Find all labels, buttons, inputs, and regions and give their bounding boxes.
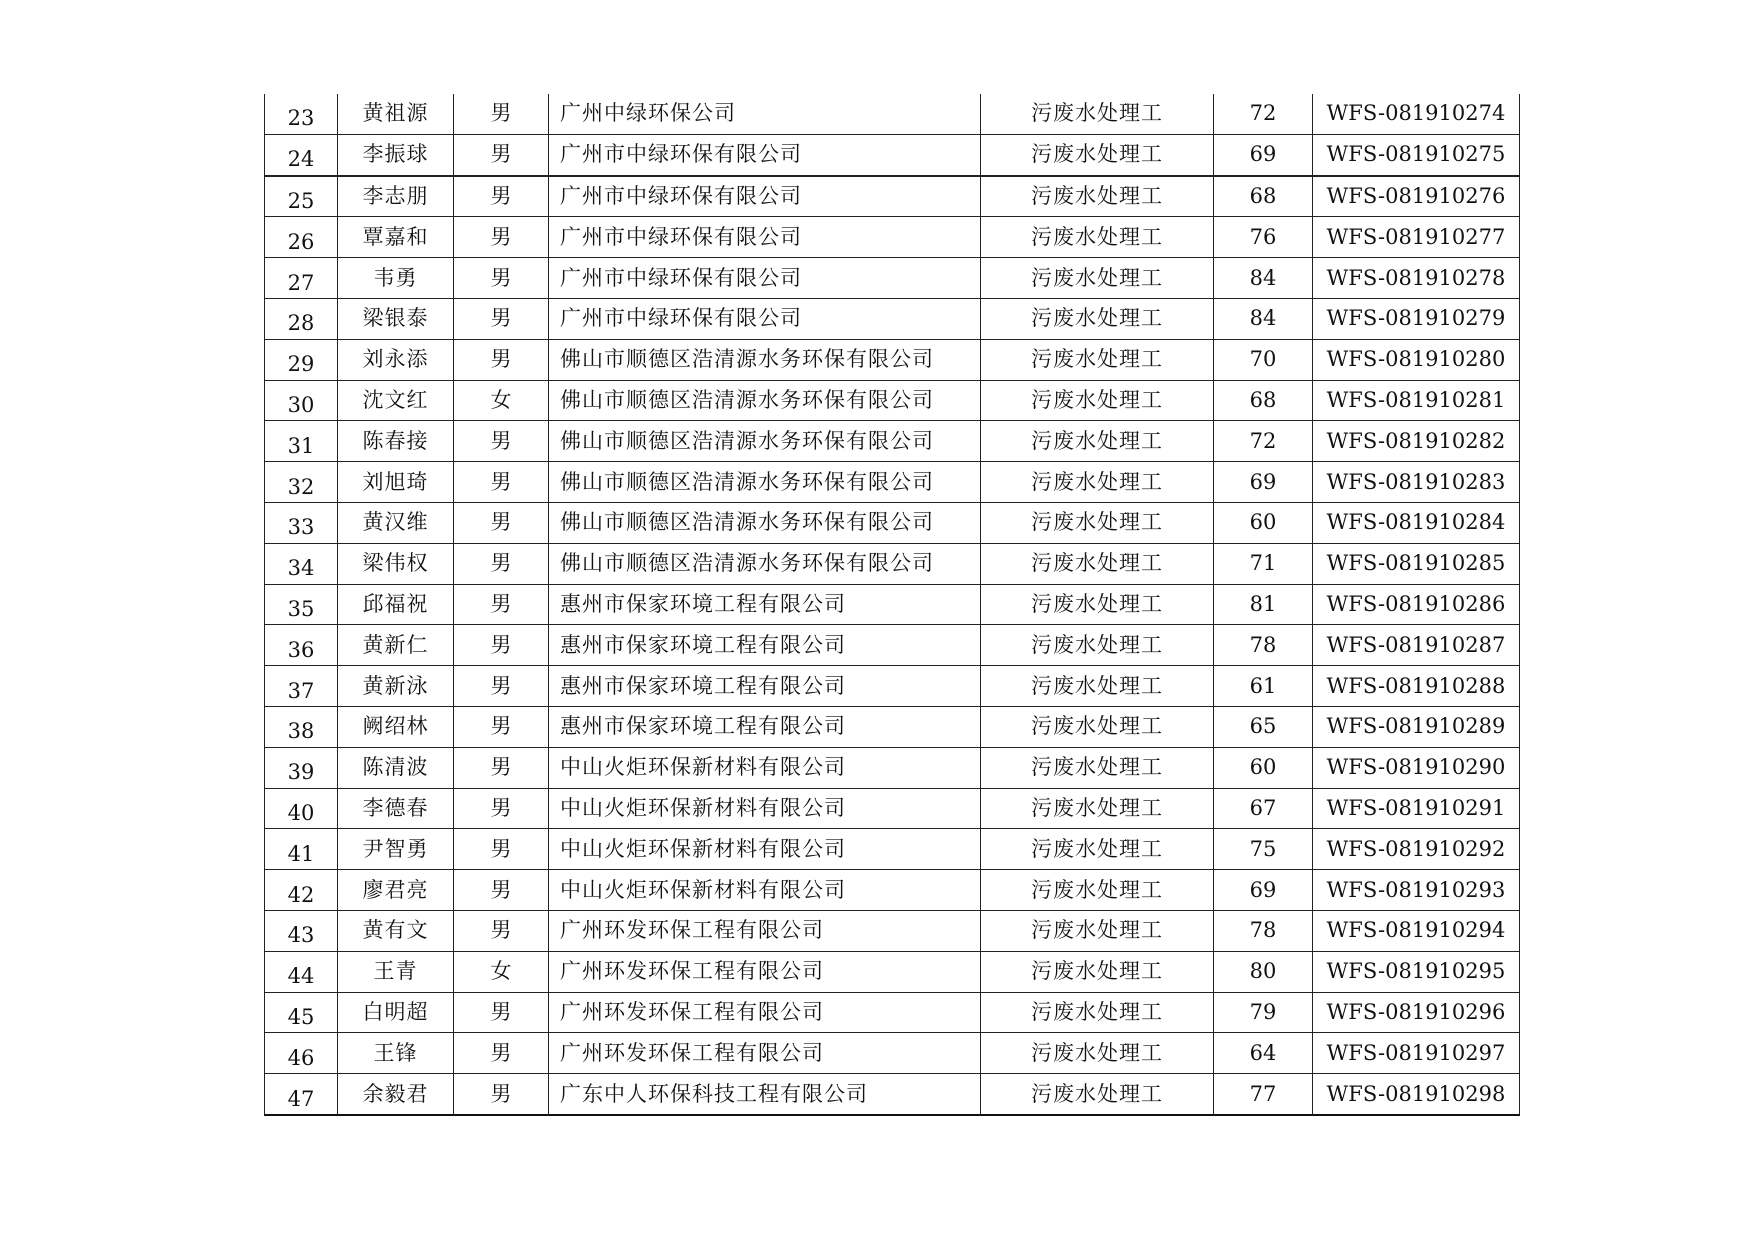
table-row xyxy=(265,788,1520,829)
cell-company: 广州中绿环保公司 xyxy=(549,94,981,134)
cell-certificate-number: WFS-081910284 xyxy=(1313,502,1520,543)
cell-occupation: 污废水处理工 xyxy=(981,747,1214,788)
cell-serial-number xyxy=(265,134,338,175)
serial-number-text: 47 xyxy=(287,1086,315,1111)
cell-serial-number xyxy=(265,1033,338,1074)
serial-number-text: 33 xyxy=(287,515,315,540)
cell-gender: 男 xyxy=(454,829,549,870)
cell-serial-number xyxy=(265,421,338,462)
cell-name: 黄祖源 xyxy=(338,94,454,134)
cell-name: 刘永添 xyxy=(338,339,454,380)
cell-company: 惠州市保家环境工程有限公司 xyxy=(549,706,981,747)
serial-number-text: 32 xyxy=(287,474,315,499)
cell-serial-number xyxy=(265,543,338,584)
cell-gender: 男 xyxy=(454,543,549,584)
cell-name: 廖君亮 xyxy=(338,870,454,911)
cell-serial-number xyxy=(265,788,338,829)
table-row xyxy=(265,870,1520,911)
cell-score: 69 xyxy=(1214,870,1313,911)
serial-number-text: 29 xyxy=(287,352,315,377)
cell-company: 佛山市顺德区浩清源水务环保有限公司 xyxy=(549,339,981,380)
serial-number-text: 35 xyxy=(287,596,315,621)
serial-number-text: 23 xyxy=(287,106,315,131)
cell-serial-number xyxy=(265,94,338,134)
table-row xyxy=(265,747,1520,788)
cell-name: 黄有文 xyxy=(338,910,454,951)
cell-gender: 男 xyxy=(454,421,549,462)
cell-name: 黄汉维 xyxy=(338,502,454,543)
cell-score: 76 xyxy=(1214,217,1313,258)
cell-gender: 男 xyxy=(454,747,549,788)
cell-occupation: 污废水处理工 xyxy=(981,1033,1214,1074)
cell-company: 惠州市保家环境工程有限公司 xyxy=(549,625,981,666)
table-row xyxy=(265,992,1520,1033)
cell-serial-number xyxy=(265,584,338,625)
cell-name: 李德春 xyxy=(338,788,454,829)
serial-number-text: 25 xyxy=(287,188,315,213)
cell-score: 80 xyxy=(1214,951,1313,992)
table-row xyxy=(265,1033,1520,1074)
serial-number-text: 31 xyxy=(287,433,315,458)
cell-name: 梁伟权 xyxy=(338,543,454,584)
cell-occupation: 污废水处理工 xyxy=(981,258,1214,299)
cell-gender: 男 xyxy=(454,258,549,299)
cell-certificate-number: WFS-081910290 xyxy=(1313,747,1520,788)
cell-serial-number xyxy=(265,298,338,339)
cell-score: 68 xyxy=(1214,176,1313,217)
table-row xyxy=(265,462,1520,503)
cell-gender: 男 xyxy=(454,870,549,911)
cell-company: 佛山市顺德区浩清源水务环保有限公司 xyxy=(549,421,981,462)
cell-occupation: 污废水处理工 xyxy=(981,94,1214,134)
cell-company: 佛山市顺德区浩清源水务环保有限公司 xyxy=(549,502,981,543)
cell-serial-number xyxy=(265,258,338,299)
cell-company: 广州环发环保工程有限公司 xyxy=(549,1033,981,1074)
cell-occupation: 污废水处理工 xyxy=(981,543,1214,584)
cell-serial-number xyxy=(265,747,338,788)
cell-certificate-number: WFS-081910280 xyxy=(1313,339,1520,380)
cell-occupation: 污废水处理工 xyxy=(981,625,1214,666)
cell-name: 沈文红 xyxy=(338,380,454,421)
cell-occupation: 污废水处理工 xyxy=(981,992,1214,1033)
cell-name: 余毅君 xyxy=(338,1074,454,1115)
cell-score: 77 xyxy=(1214,1074,1313,1115)
cell-certificate-number: WFS-081910283 xyxy=(1313,462,1520,503)
cell-score: 71 xyxy=(1214,543,1313,584)
cell-gender: 男 xyxy=(454,666,549,707)
cell-certificate-number: WFS-081910288 xyxy=(1313,666,1520,707)
cell-serial-number xyxy=(265,380,338,421)
serial-number-text: 28 xyxy=(287,311,315,336)
cell-name: 王锋 xyxy=(338,1033,454,1074)
serial-number-text: 46 xyxy=(287,1045,315,1070)
cell-certificate-number: WFS-081910292 xyxy=(1313,829,1520,870)
cell-certificate-number: WFS-081910281 xyxy=(1313,380,1520,421)
cell-gender: 男 xyxy=(454,625,549,666)
cell-gender: 男 xyxy=(454,706,549,747)
cell-occupation: 污废水处理工 xyxy=(981,706,1214,747)
cell-occupation: 污废水处理工 xyxy=(981,217,1214,258)
cell-serial-number xyxy=(265,176,338,217)
cell-score: 64 xyxy=(1214,1033,1313,1074)
cell-score: 79 xyxy=(1214,992,1313,1033)
cell-serial-number xyxy=(265,829,338,870)
cell-certificate-number: WFS-081910278 xyxy=(1313,258,1520,299)
cell-serial-number xyxy=(265,339,338,380)
cell-gender: 男 xyxy=(454,176,549,217)
cell-company: 广州市中绿环保有限公司 xyxy=(549,176,981,217)
table-row xyxy=(265,421,1520,462)
cell-gender: 男 xyxy=(454,134,549,175)
cell-score: 78 xyxy=(1214,910,1313,951)
roster-table-body xyxy=(265,94,1520,1115)
cell-certificate-number: WFS-081910297 xyxy=(1313,1033,1520,1074)
cell-certificate-number: WFS-081910286 xyxy=(1313,584,1520,625)
cell-certificate-number: WFS-081910293 xyxy=(1313,870,1520,911)
cell-occupation: 污废水处理工 xyxy=(981,666,1214,707)
cell-gender: 男 xyxy=(454,339,549,380)
serial-number-text: 27 xyxy=(287,270,315,295)
cell-name: 李志朋 xyxy=(338,176,454,217)
cell-occupation: 污废水处理工 xyxy=(981,421,1214,462)
cell-name: 尹智勇 xyxy=(338,829,454,870)
cell-certificate-number: WFS-081910289 xyxy=(1313,706,1520,747)
cell-score: 60 xyxy=(1214,747,1313,788)
cell-name: 梁银泰 xyxy=(338,298,454,339)
cell-serial-number xyxy=(265,217,338,258)
cell-company: 广州环发环保工程有限公司 xyxy=(549,910,981,951)
cell-occupation: 污废水处理工 xyxy=(981,462,1214,503)
cell-occupation: 污废水处理工 xyxy=(981,134,1214,175)
cell-name: 刘旭琦 xyxy=(338,462,454,503)
serial-number-text: 40 xyxy=(287,800,315,825)
cell-serial-number xyxy=(265,706,338,747)
cell-serial-number xyxy=(265,910,338,951)
cell-occupation: 污废水处理工 xyxy=(981,380,1214,421)
cell-company: 中山火炬环保新材料有限公司 xyxy=(549,870,981,911)
table-row xyxy=(265,298,1520,339)
cell-name: 黄新泳 xyxy=(338,666,454,707)
cell-gender: 男 xyxy=(454,217,549,258)
cell-company: 广州市中绿环保有限公司 xyxy=(549,298,981,339)
table-row xyxy=(265,339,1520,380)
serial-number-text: 43 xyxy=(287,923,315,948)
cell-serial-number xyxy=(265,1074,338,1115)
cell-score: 68 xyxy=(1214,380,1313,421)
table-row xyxy=(265,543,1520,584)
serial-number-text: 42 xyxy=(287,882,315,907)
serial-number-text: 41 xyxy=(287,841,315,866)
table-row xyxy=(265,217,1520,258)
cell-name: 王青 xyxy=(338,951,454,992)
cell-name: 邱福祝 xyxy=(338,584,454,625)
cell-occupation: 污废水处理工 xyxy=(981,339,1214,380)
cell-occupation: 污废水处理工 xyxy=(981,176,1214,217)
cell-certificate-number: WFS-081910282 xyxy=(1313,421,1520,462)
cell-certificate-number: WFS-081910274 xyxy=(1313,94,1520,134)
cell-name: 阙绍林 xyxy=(338,706,454,747)
table-row xyxy=(265,625,1520,666)
cell-gender: 男 xyxy=(454,1074,549,1115)
serial-number-text: 38 xyxy=(287,719,315,744)
cell-serial-number xyxy=(265,666,338,707)
cell-occupation: 污废水处理工 xyxy=(981,951,1214,992)
cell-serial-number xyxy=(265,992,338,1033)
serial-number-text: 24 xyxy=(287,147,315,172)
cell-score: 84 xyxy=(1214,298,1313,339)
cell-certificate-number: WFS-081910287 xyxy=(1313,625,1520,666)
cell-certificate-number: WFS-081910277 xyxy=(1313,217,1520,258)
cell-company: 广州市中绿环保有限公司 xyxy=(549,217,981,258)
serial-number-text: 34 xyxy=(287,556,315,581)
cell-name: 陈清波 xyxy=(338,747,454,788)
table-row xyxy=(265,910,1520,951)
table-row xyxy=(265,666,1520,707)
cell-company: 广州市中绿环保有限公司 xyxy=(549,258,981,299)
table-row xyxy=(265,134,1520,175)
cell-gender: 男 xyxy=(454,910,549,951)
cell-gender: 男 xyxy=(454,462,549,503)
cell-score: 60 xyxy=(1214,502,1313,543)
cell-gender: 男 xyxy=(454,1033,549,1074)
cell-score: 81 xyxy=(1214,584,1313,625)
cell-occupation: 污废水处理工 xyxy=(981,910,1214,951)
cell-score: 78 xyxy=(1214,625,1313,666)
cell-name: 黄新仁 xyxy=(338,625,454,666)
cell-serial-number xyxy=(265,625,338,666)
cell-name: 李振球 xyxy=(338,134,454,175)
cell-certificate-number: WFS-081910295 xyxy=(1313,951,1520,992)
cell-name: 陈春接 xyxy=(338,421,454,462)
cell-score: 69 xyxy=(1214,134,1313,175)
table-row xyxy=(265,502,1520,543)
cell-occupation: 污废水处理工 xyxy=(981,788,1214,829)
cell-gender: 男 xyxy=(454,584,549,625)
cell-serial-number xyxy=(265,951,338,992)
cell-score: 84 xyxy=(1214,258,1313,299)
cell-occupation: 污废水处理工 xyxy=(981,1074,1214,1115)
cell-company: 中山火炬环保新材料有限公司 xyxy=(549,829,981,870)
cell-certificate-number: WFS-081910298 xyxy=(1313,1074,1520,1115)
cell-gender: 男 xyxy=(454,94,549,134)
cell-certificate-number: WFS-081910296 xyxy=(1313,992,1520,1033)
cell-certificate-number: WFS-081910279 xyxy=(1313,298,1520,339)
cell-gender: 女 xyxy=(454,951,549,992)
cell-company: 佛山市顺德区浩清源水务环保有限公司 xyxy=(549,543,981,584)
table-row xyxy=(265,706,1520,747)
table-row xyxy=(265,94,1520,134)
cell-company: 中山火炬环保新材料有限公司 xyxy=(549,788,981,829)
serial-number-text: 26 xyxy=(287,229,315,254)
cell-certificate-number: WFS-081910276 xyxy=(1313,176,1520,217)
cell-score: 70 xyxy=(1214,339,1313,380)
cell-gender: 女 xyxy=(454,380,549,421)
cell-name: 白明超 xyxy=(338,992,454,1033)
cell-company: 惠州市保家环境工程有限公司 xyxy=(549,584,981,625)
cell-gender: 男 xyxy=(454,992,549,1033)
cell-score: 72 xyxy=(1214,94,1313,134)
cell-gender: 男 xyxy=(454,788,549,829)
cell-serial-number xyxy=(265,502,338,543)
serial-number-text: 30 xyxy=(287,392,315,417)
cell-company: 广州环发环保工程有限公司 xyxy=(549,992,981,1033)
table-row xyxy=(265,584,1520,625)
table-row xyxy=(265,951,1520,992)
serial-number-text: 37 xyxy=(287,678,315,703)
cell-certificate-number: WFS-081910275 xyxy=(1313,134,1520,175)
cell-occupation: 污废水处理工 xyxy=(981,298,1214,339)
cell-name: 覃嘉和 xyxy=(338,217,454,258)
serial-number-text: 36 xyxy=(287,637,315,662)
table-row xyxy=(265,1074,1520,1115)
cell-company: 广州市中绿环保有限公司 xyxy=(549,134,981,175)
cell-occupation: 污废水处理工 xyxy=(981,584,1214,625)
cell-score: 65 xyxy=(1214,706,1313,747)
serial-number-text: 45 xyxy=(287,1004,315,1029)
cell-company: 佛山市顺德区浩清源水务环保有限公司 xyxy=(549,380,981,421)
cell-serial-number xyxy=(265,462,338,503)
cell-company: 广州环发环保工程有限公司 xyxy=(549,951,981,992)
table-row xyxy=(265,176,1520,217)
cell-company: 佛山市顺德区浩清源水务环保有限公司 xyxy=(549,462,981,503)
cell-score: 69 xyxy=(1214,462,1313,503)
cell-company: 广东中人环保科技工程有限公司 xyxy=(549,1074,981,1115)
cell-name: 韦勇 xyxy=(338,258,454,299)
cell-occupation: 污废水处理工 xyxy=(981,502,1214,543)
serial-number-text: 39 xyxy=(287,760,315,785)
table-row xyxy=(265,829,1520,870)
cell-company: 中山火炬环保新材料有限公司 xyxy=(549,747,981,788)
cell-gender: 男 xyxy=(454,298,549,339)
cell-occupation: 污废水处理工 xyxy=(981,870,1214,911)
cell-gender: 男 xyxy=(454,502,549,543)
cell-score: 61 xyxy=(1214,666,1313,707)
cell-occupation: 污废水处理工 xyxy=(981,829,1214,870)
cell-score: 72 xyxy=(1214,421,1313,462)
serial-number-text: 44 xyxy=(287,964,315,989)
table-row xyxy=(265,258,1520,299)
cell-certificate-number: WFS-081910285 xyxy=(1313,543,1520,584)
cell-score: 75 xyxy=(1214,829,1313,870)
table-row xyxy=(265,380,1520,421)
cell-certificate-number: WFS-081910291 xyxy=(1313,788,1520,829)
certificate-roster-table xyxy=(264,94,1520,1116)
cell-certificate-number: WFS-081910294 xyxy=(1313,910,1520,951)
cell-serial-number xyxy=(265,870,338,911)
cell-company: 惠州市保家环境工程有限公司 xyxy=(549,666,981,707)
cell-score: 67 xyxy=(1214,788,1313,829)
